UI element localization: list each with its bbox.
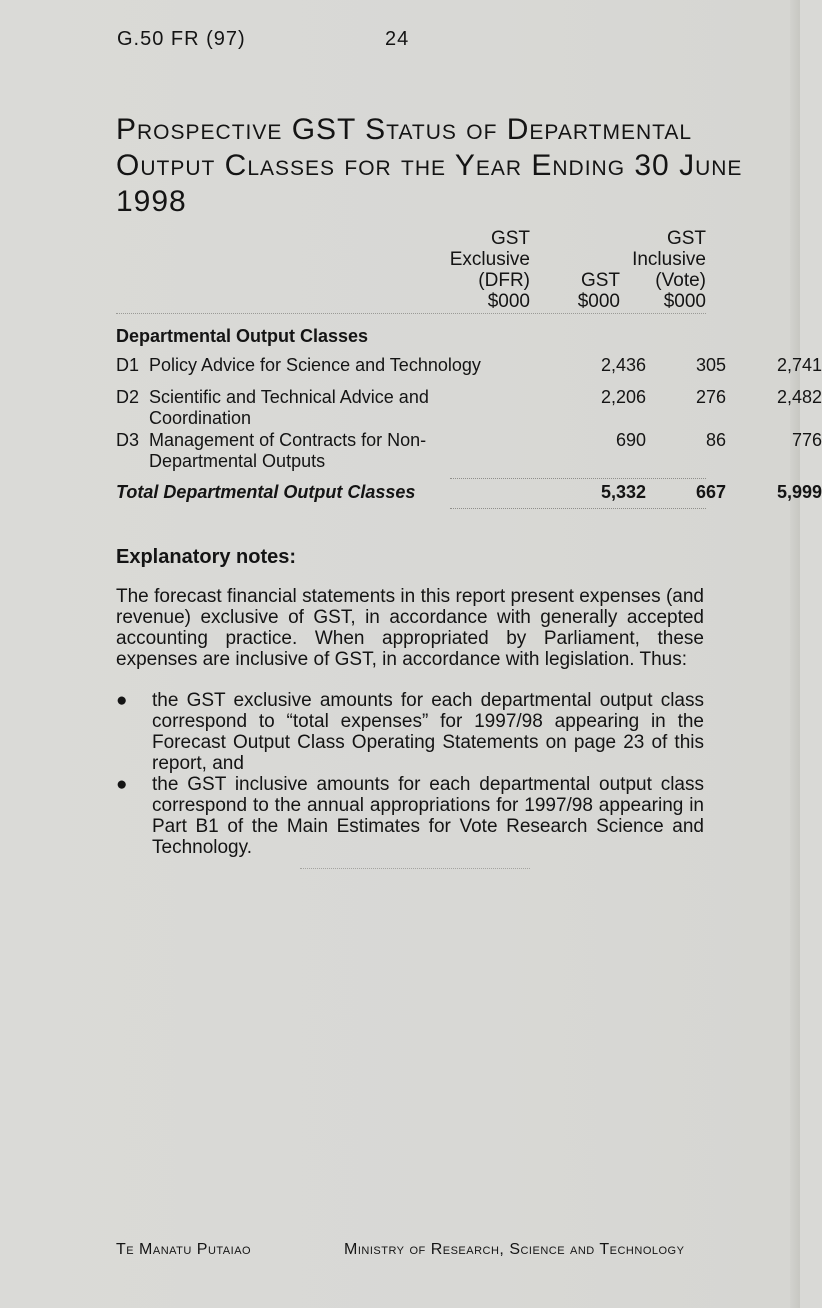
column-header-gst-inclusive: GST Inclusive (Vote) $000: [632, 228, 706, 312]
page-title: Prospective GST Status of Departmental Output Classes for the Year Ending 30 June 1998: [116, 113, 743, 218]
page-number: 24: [385, 28, 410, 50]
document-reference: G.50 FR (97): [117, 28, 246, 50]
row-exclusive-value: 2,206: [600, 387, 646, 407]
page-edge: [790, 0, 800, 1308]
subtotal-divider: [450, 478, 706, 479]
section-label: Departmental Output Classes: [116, 326, 369, 346]
end-divider: [300, 868, 530, 869]
bullet-icon: ●: [116, 774, 128, 795]
row-inclusive-value: 776: [791, 430, 822, 450]
row-inclusive-value: 2,741: [776, 355, 822, 375]
row-code: D2: [116, 387, 140, 407]
row-label: Policy Advice for Science and Technology: [149, 355, 481, 375]
header-divider: [116, 313, 706, 314]
column-header-gst: GST $000: [577, 270, 620, 312]
row-gst-value: 86: [705, 430, 726, 450]
total-label: Total Departmental Output Classes: [116, 482, 416, 502]
bullet-text: the GST inclusive amounts for each departmental output class correspond to the annual appropriations for 1997/98 appearing in Part B1 of the Main Estimates for Vote Research Science and Technology.: [152, 774, 704, 858]
footer-maori-name: Te Manatu Putaiao: [116, 1241, 252, 1258]
footer-ministry-name: Ministry of Research, Science and Technology: [344, 1241, 685, 1258]
total-gst-value: 667: [695, 482, 726, 502]
notes-heading: Explanatory notes:: [116, 546, 297, 568]
total-inclusive-value: 5,999: [776, 482, 822, 502]
row-label: Management of Contracts for Non-Departmental Outputs: [149, 430, 427, 471]
bullet-icon: ●: [116, 690, 128, 711]
row-code: D3: [116, 430, 140, 450]
row-gst-value: 305: [695, 355, 726, 375]
row-exclusive-value: 690: [615, 430, 646, 450]
notes-paragraph: The forecast financial statements in this report present expenses (and revenue) exclusive of GST, in accordance with generally accepted accounting practice. When appropriated by Parliament, these expenses are inclusive of GST, in accordance with legislation. Thus:: [116, 586, 704, 670]
total-exclusive-value: 5,332: [600, 482, 646, 502]
page-header: [117, 28, 410, 51]
row-gst-value: 276: [695, 387, 726, 407]
column-header-gst-exclusive: GST Exclusive (DFR) $000: [449, 228, 530, 312]
row-inclusive-value: 2,482: [776, 387, 822, 407]
row-label: Scientific and Technical Advice and Coordination: [149, 387, 429, 428]
row-exclusive-value: 2,436: [600, 355, 646, 375]
row-code: D1: [116, 355, 140, 375]
bullet-text: the GST exclusive amounts for each departmental output class correspond to “total expenses” for 1997/98 appearing in the Forecast Output Class Operating Statements on page 23 of this report, and: [152, 690, 704, 774]
total-divider: [450, 508, 706, 509]
